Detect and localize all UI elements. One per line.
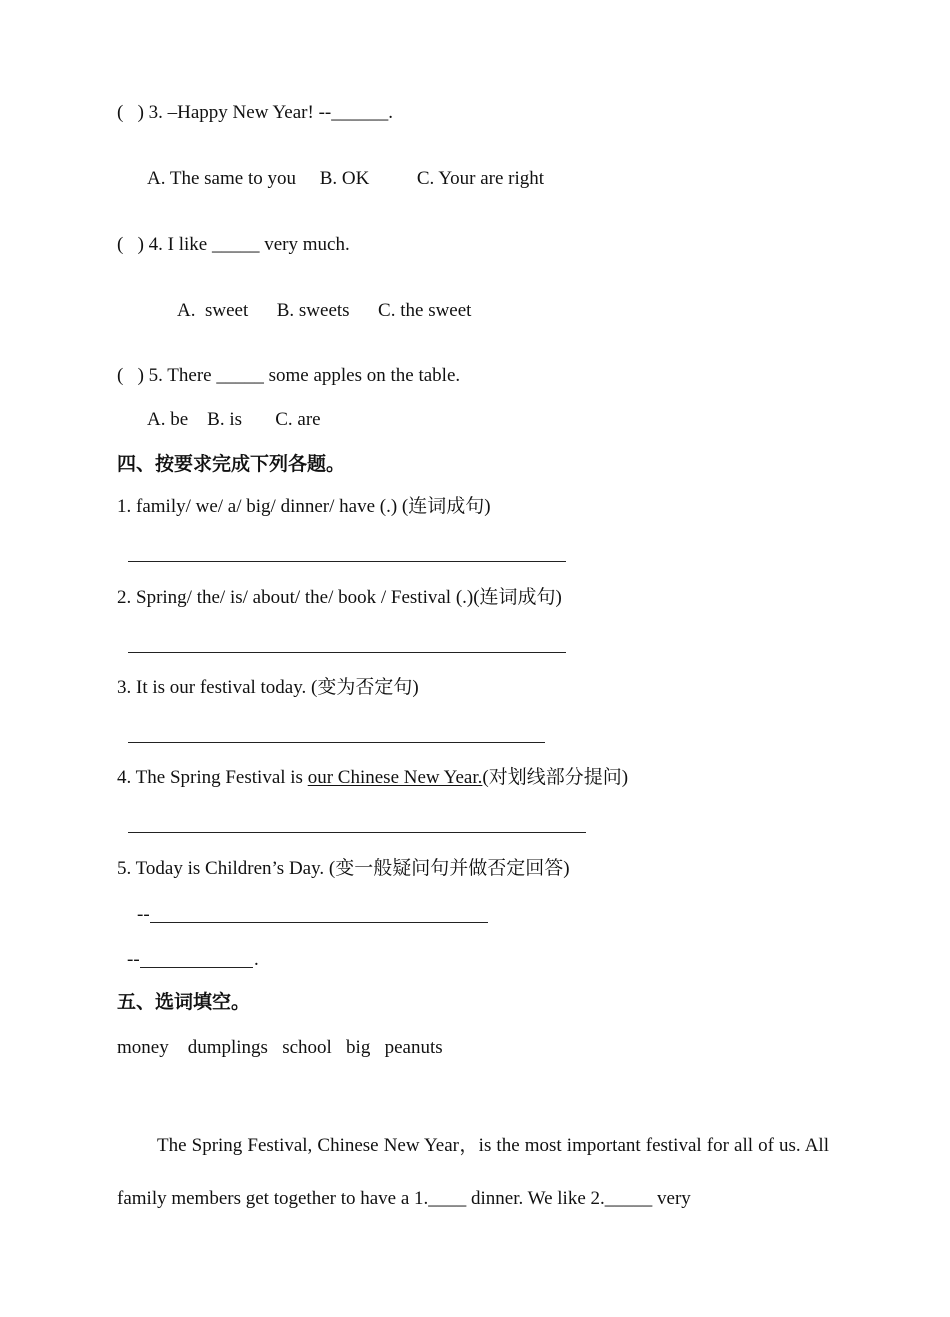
question-3-options: A. The same to you B. OK C. Your are right [147,168,545,189]
cloze-paragraph: The Spring Festival, Chinese New Year，is the most important festival for all of us. All family members get together to have a 1.____ dinner. We like 2._____ very [117,1135,829,1209]
section-4-item-1: 1. family/ we/ a/ big/ dinner/ have (.) (连词成句) [117,496,491,517]
question-4-options: A. sweet B. sweets C. the sweet [177,300,472,321]
section-4-title: 四、按要求完成下列各题。 [117,454,346,475]
answer-line-3 [128,742,545,743]
word-bank: money dumplings school big peanuts [117,1037,443,1058]
question-5-stem: ( ) 5. There _____ some apples on the table. [117,365,461,386]
answer-5b-prefix: -- [127,949,140,970]
item-4-underlined-phrase: our Chinese New Year. [307,767,483,788]
section-4-item-3: 3. It is our festival today. (变为否定句) [117,677,419,698]
item-4-suffix: (对划线部分提问) [482,767,629,788]
answer-line-5b [140,967,253,968]
answer-5a-prefix: -- [137,904,150,925]
answer-line-5a [150,922,488,923]
answer-line-1 [128,561,566,562]
question-4-stem: ( ) 4. I like _____ very much. [117,234,350,255]
question-5-options: A. be B. is C. are [147,409,321,430]
answer-line-2 [128,652,566,653]
section-5-title: 五、选词填空。 [117,992,251,1013]
question-3-stem: ( ) 3. –Happy New Year! --______. [117,102,393,123]
section-4-item-2: 2. Spring/ the/ is/ about/ the/ book / Festival (.)(连词成句) [117,587,562,608]
answer-5b-end: . [254,949,259,970]
answer-line-4 [128,832,586,833]
section-4-item-5: 5. Today is Children’s Day. (变一般疑问句并做否定回答) [117,858,570,879]
item-4-prefix: 4. The Spring Festival is [117,767,308,788]
section-4-item-4 [117,766,628,790]
